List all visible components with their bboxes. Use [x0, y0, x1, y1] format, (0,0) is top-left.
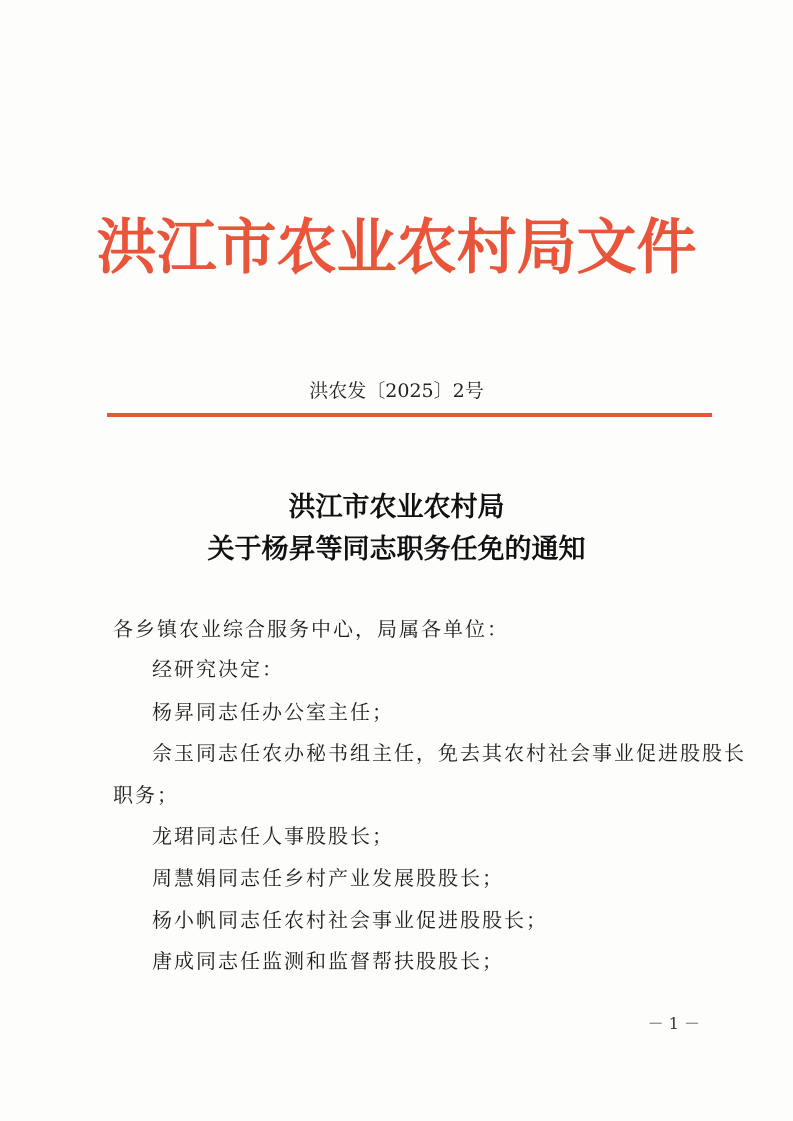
document-title-line-2: 关于杨昇等同志职务任免的通知: [207, 534, 586, 565]
red-divider-line: [107, 413, 712, 417]
page-number: － 1 －: [647, 1014, 700, 1033]
appointment-item: 龙珺同志任人事股股长；: [152, 824, 394, 848]
appointment-item: 周慧娟同志任乡村产业发展股股长；: [152, 866, 504, 890]
document-title-line-1: 洪江市农业农村局: [288, 492, 505, 523]
org-header-title: 洪江市农业农村局文件: [96, 213, 697, 283]
salutation: 各乡镇农业综合服务中心，局属各单位：: [113, 617, 509, 641]
appointment-item: 杨昇同志任办公室主任；: [152, 700, 394, 724]
decision-intro: 经研究决定：: [152, 657, 284, 681]
appointment-item-continuation: 职务；: [113, 783, 179, 807]
document-number: 洪农发〔2025〕2号: [309, 380, 484, 402]
appointment-item: 杨小帆同志任农村社会事业促进股股长；: [152, 908, 548, 932]
appointment-item: 佘玉同志任农办秘书组主任，免去其农村社会事业促进股股长: [152, 741, 746, 765]
appointment-item: 唐成同志任监测和监督帮扶股股长；: [152, 949, 504, 973]
